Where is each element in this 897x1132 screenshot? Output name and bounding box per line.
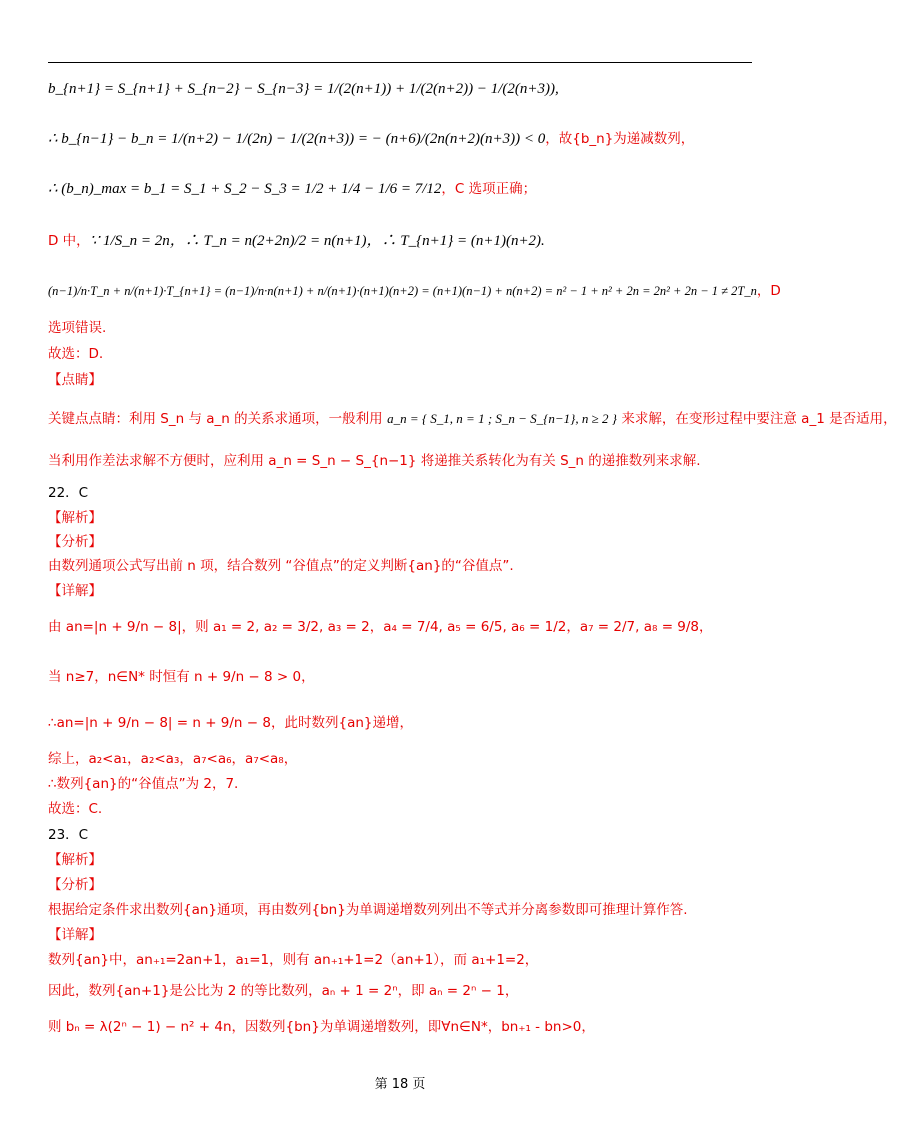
section-fenxi-23: 【分析】: [48, 877, 102, 893]
eq-b-n-plus-1: b_{n+1} = S_{n+1} + S_{n−2} − S_{n−3} = 1/(2(n+1)) + 1/(2(n+2)) − 1/(2(n+3)),: [48, 81, 559, 97]
detail-22-condition: 当 n≥7，n∈N* 时恒有 n + 9/n − 8 > 0，: [48, 669, 315, 685]
option-d-math: ∵ 1/S_n = 2n，∴ T_n = n(2+2n)/2 = n(n+1)，∴ T_{n+1} = (n+1)(n+2).: [89, 233, 545, 249]
detail-23-recurrence: 数列{an}中，an₊₁=2an+1，a₁=1，则有 an₊₁+1=2（an+1），而 a₁+1=2，: [48, 952, 539, 968]
header-rule: [48, 62, 752, 63]
section-xiangjie-22: 【详解】: [48, 583, 102, 599]
detail-22-conclusion: ∴数列{an}的“谷值点”为 2，7.: [48, 776, 239, 792]
analysis-23: 根据给定条件求出数列{an}通项，再由数列{bn}为单调递增数列列出不等式并分离参数即可推理计算作答.: [48, 902, 688, 918]
eq-sum-check: [48, 282, 781, 300]
detail-22-summary: 综上，a₂<a₁，a₂<a₃，a₇<a₆，a₇<a₈，: [48, 751, 298, 767]
detail-23-bn: 则 bₙ = λ(2ⁿ − 1) − n² + 4n，因数列{bn}为单调递增数列，即∀n∈N*，bn₊₁ - bn>0，: [48, 1019, 595, 1035]
eq-difference-text: ，故{b_n}为递减数列，: [545, 131, 695, 147]
section-dianjing: 【点睛】: [48, 372, 102, 388]
answer-d: 故选：D.: [48, 346, 104, 362]
page-number: 第 18 页: [374, 1077, 426, 1092]
eq-difference-math: ∴ b_{n−1} − b_n = 1/(n+2) − 1/(2n) − 1/(2(n+3)) = − (n+6)/(2n(n+2)(n+3)) < 0: [48, 131, 546, 147]
detail-22-increasing: ∴an=|n + 9/n − 8| = n + 9/n − 8，此时数列{an}递增，: [48, 715, 413, 731]
eq-difference: [48, 130, 694, 148]
key-point-piecewise: a_n = { S_1, n = 1 ; S_n − S_{n−1}, n ≥ 2 }: [387, 411, 617, 426]
key-point-note: 当利用作差法求解不方便时，应利用 a_n = S_n − S_{n−1} 将递推关系转化为有关 S_n 的递推数列来求解.: [48, 453, 701, 469]
answer-22: 故选：C.: [48, 801, 103, 817]
option-d-line: [48, 232, 545, 250]
option-d-label: D 中，: [48, 233, 90, 249]
section-jiexi-22: 【解析】: [48, 510, 102, 526]
section-fenxi-22: 【分析】: [48, 534, 102, 550]
section-jiexi-23: 【解析】: [48, 852, 102, 868]
key-point-text-a: 关键点点睛：利用 S_n 与 a_n 的关系求通项，一般利用: [48, 411, 383, 427]
section-xiangjie-23: 【详解】: [48, 927, 102, 943]
key-point-line: [48, 410, 897, 428]
eq-max: [48, 180, 536, 198]
detail-22-values: 由 an=|n + 9/n − 8|，则 a₁ = 2, a₂ = 3/2, a₃ = 2，a₄ = 7/4, a₅ = 6/5, a₆ = 1/2，a₇ = 2/7, a₈ = 9/8，: [48, 619, 713, 635]
detail-23-geometric: 因此，数列{an+1}是公比为 2 的等比数列，aₙ + 1 = 2ⁿ，即 aₙ = 2ⁿ − 1，: [48, 983, 519, 999]
eq-max-text: ，C 选项正确；: [441, 181, 537, 197]
eq-sum-check-math: (n−1)/n·T_n + n/(n+1)·T_{n+1} = (n−1)/n·n(n+1) + n/(n+1)·(n+1)(n+2) = (n+1)(n−1) + n(n+2) = n² − 1 + n² + 2n = 2n² + 2n − 1 ≠ 2T_n: [48, 284, 757, 298]
eq-max-math: ∴ (b_n)_max = b_1 = S_1 + S_2 − S_3 = 1/2 + 1/4 − 1/6 = 7/12: [48, 181, 442, 197]
analysis-22: 由数列通项公式写出前 n 项，结合数列 “谷值点”的定义判断{an}的“谷值点”.: [48, 558, 514, 574]
eq-sum-check-text: ，D: [756, 283, 781, 299]
question-23: 23．C: [48, 827, 89, 843]
option-d-wrong: 选项错误.: [48, 320, 107, 336]
key-point-text-b: 来求解，在变形过程中要注意 a_1 是否适用，: [621, 411, 897, 427]
question-22: 22．C: [48, 485, 89, 501]
